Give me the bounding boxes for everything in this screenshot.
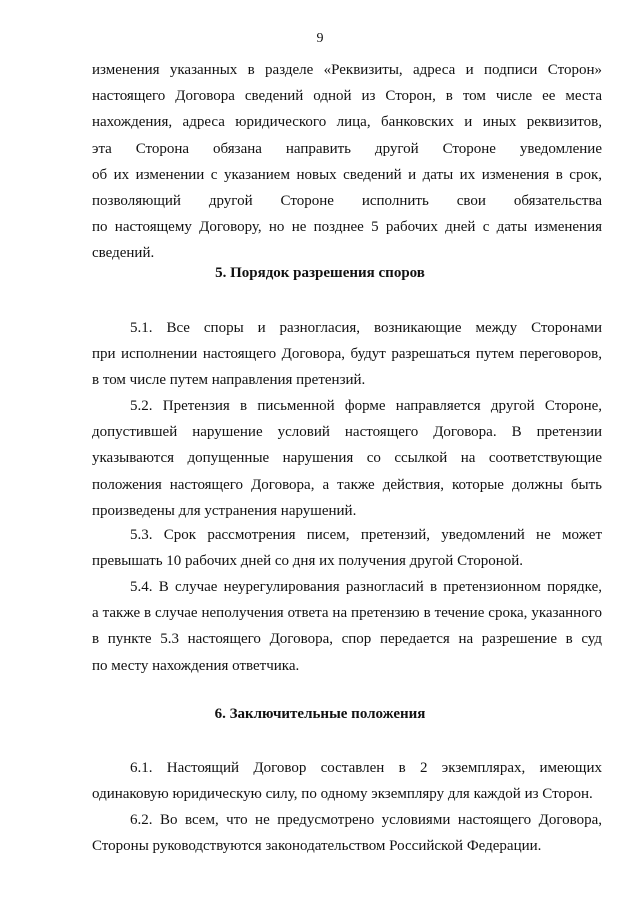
clause-5-4	[92, 574, 602, 679]
text-line: превышать 10 рабочих дней со дня их получения другой Стороной.	[92, 553, 524, 570]
text-line: 6.2. Во всем, что не предусмотрено условиями настоящего Договора,	[130, 812, 602, 828]
text-line: эта Сторона обязана направить другой Стороне уведомление	[92, 140, 602, 157]
text-line: а также в случае неполучения ответа на претензию в течение срока, указанного	[92, 605, 602, 622]
text-line: по месту нахождения ответчика.	[92, 657, 300, 674]
section-6-heading: 6. Заключительные положения	[214, 706, 426, 722]
text-line: позволяющий другой Стороне исполнить свои обязательства	[92, 192, 602, 209]
text-line: 5.4. В случае неурегулирования разногласий в претензионном порядке,	[130, 579, 602, 595]
text-line: Стороны руководствуются законодательством Российской Федерации.	[92, 838, 542, 855]
text-line: сведений.	[92, 245, 155, 262]
text-line: нахождения, адреса юридического лица, банковских и иных реквизитов,	[92, 114, 602, 131]
text-line: 5.2. Претензия в письменной форме направляется другой Стороне,	[130, 398, 602, 414]
text-line: положения настоящего Договора, а также действия, которые должны быть	[92, 476, 602, 493]
text-line: об их изменении с указанием новых сведений и даты их изменения в срок,	[92, 166, 602, 183]
text-line: одинаковую юридическую силу, по одному экземпляру для каждой из Сторон.	[92, 786, 593, 803]
clause-6-2	[92, 807, 602, 859]
text-line: в пункте 5.3 настоящего Договора, спор передается на разрешение в суд	[92, 631, 602, 648]
text-line: по настоящему Договору, но не позднее 5 рабочих дней с даты изменения	[92, 219, 602, 236]
clause-6-1	[92, 755, 602, 807]
text-line: в том числе путем направления претензий.	[92, 372, 366, 389]
clause-5-1	[92, 315, 602, 394]
clause-5-2	[92, 393, 602, 524]
text-line: 5.1. Все споры и разногласия, возникающие между Сторонами	[130, 320, 602, 336]
intro-paragraph	[92, 57, 602, 267]
text-line: при исполнении настоящего Договора, будут разрешаться путем переговоров,	[92, 346, 602, 363]
section-5-heading: 5. Порядок разрешения споров	[215, 265, 425, 281]
text-line: настоящего Договора сведений одной из Сторон, в том числе ее места	[92, 88, 602, 105]
text-line: произведены для устранения нарушений.	[92, 502, 357, 519]
page-number: 9	[316, 31, 324, 46]
clause-5-3	[92, 522, 602, 574]
text-line: указываются допущенные нарушения со ссылкой на соответствующие	[92, 450, 602, 467]
text-line: допустившей нарушение условий настоящего Договора. В претензии	[92, 424, 602, 441]
text-line: 5.3. Срок рассмотрения писем, претензий, уведомлений не может	[130, 527, 602, 543]
text-line: 6.1. Настоящий Договор составлен в 2 экземплярах, имеющих	[130, 760, 602, 776]
text-line: изменения указанных в разделе «Реквизиты, адреса и подписи Сторон»	[92, 62, 602, 78]
